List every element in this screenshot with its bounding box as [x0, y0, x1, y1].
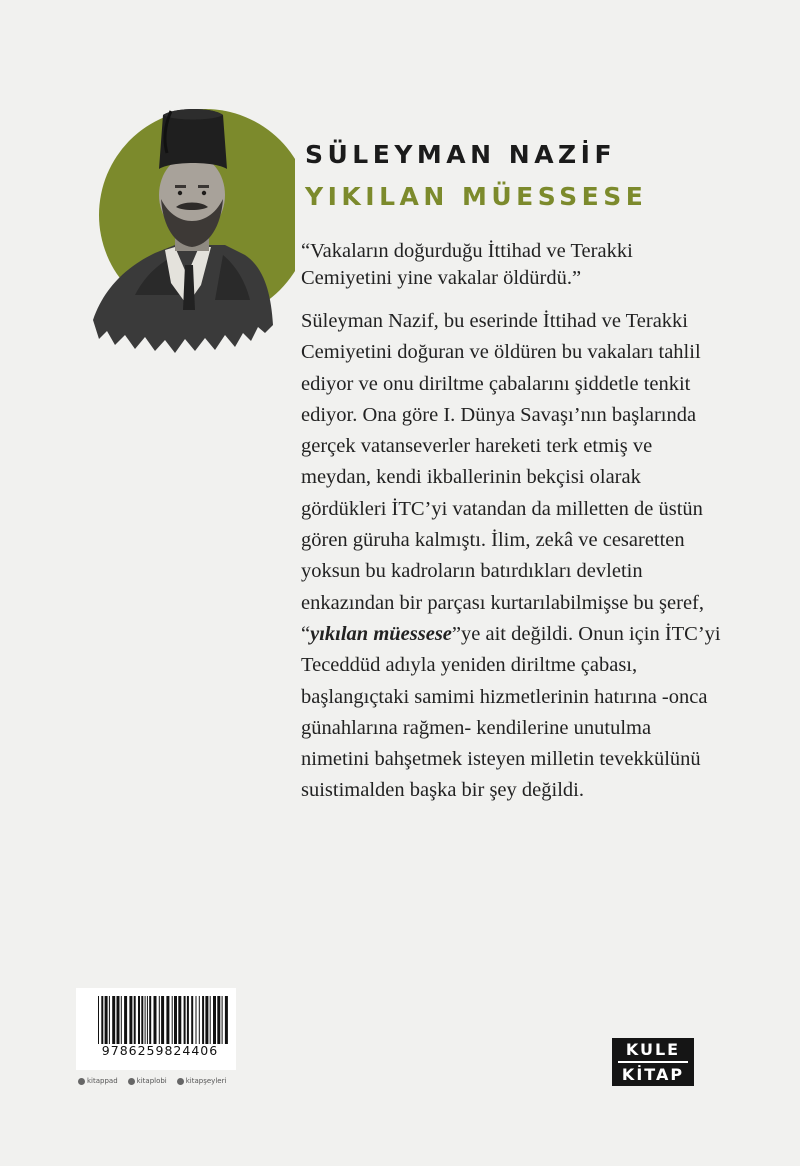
blurb-text-end: ”ye ait değildi. Onun için İTC’yi Teceddüd adıyla yeniden diriltme çabası, başlangıçtaki samimi hizmetlerinin hatırına -onca günahlarına rağmen- kendilerine unutulma nimetini bahşetmek isteyen milletin tevekkülünü suistimalden başka bir şey değildi.: [301, 622, 721, 802]
barcode-bar: [184, 996, 186, 1044]
barcode-bar: [124, 996, 127, 1044]
publisher-logo-divider: [618, 1061, 688, 1063]
kitappad-logo-icon: [78, 1078, 85, 1085]
barcode-bar: [174, 996, 177, 1044]
barcode-bar: [202, 996, 204, 1044]
barcode-bar: [199, 996, 200, 1044]
barcode-bar: [134, 996, 136, 1044]
barcode-bar: [129, 996, 132, 1044]
store-logo-kitapseyleri: kitapşeyleri: [177, 1074, 227, 1088]
barcode-bar: [112, 996, 115, 1044]
store-logo-kitaplobi: kitaplobi: [128, 1074, 167, 1088]
barcode-bar: [161, 996, 164, 1044]
barcode-bar: [210, 996, 211, 1044]
barcode-bar: [105, 996, 108, 1044]
blurb-text-start: Süleyman Nazif, bu eserinde İttihad ve Terakki Cemiyetini doğuran ve öldüren bu vakaları tahlil ediyor ve onu diriltme çabalarını şiddetle tenkit ediyor. Ona göre I. Dünya Savaşı’nın başlarında gerçek vatanseverler hareketi terk etmiş ve meydan, kendi ikballerinin bekçisi olarak gördükleri İTC’yi vatandan da milletten de üstün gören güruha kalmıştı. İlim, zekâ ve cesaretten yoksun bu kadroların batırdıkları devletin enkazından bir parçası kurtarılabilmişse bu şeref, “: [301, 310, 705, 645]
barcode-bar: [178, 996, 181, 1044]
barcode-bar: [121, 996, 122, 1044]
barcode-bar: [196, 996, 197, 1044]
barcode-bar: [147, 996, 148, 1044]
barcode-bar: [213, 996, 216, 1044]
store-logos: [78, 1074, 248, 1088]
barcode-bar: [205, 996, 208, 1044]
publisher-name-line1: KULE: [625, 1040, 681, 1059]
barcode-bar: [191, 996, 193, 1044]
barcode-bar: [138, 996, 140, 1044]
publisher-logo: [612, 1038, 694, 1086]
kitapseyleri-logo-icon: [177, 1078, 184, 1085]
barcode-bar: [154, 996, 157, 1044]
author-portrait: [75, 95, 295, 365]
barcode-bar: [149, 996, 151, 1044]
kitaplobi-logo-icon: [128, 1078, 135, 1085]
barcode-bar: [145, 996, 146, 1044]
isbn-barcode: [76, 988, 236, 1070]
epigraph-quote: “Vakaların doğurduğu İttihad ve Terakki Cemiyetini yine vakalar öldürdü.”: [301, 240, 633, 289]
barcode-bar: [159, 996, 160, 1044]
isbn-number: 9786259824406: [101, 1043, 219, 1058]
barcode-bar: [187, 996, 189, 1044]
barcode-bar: [172, 996, 173, 1044]
blurb-paragraph: [301, 306, 721, 807]
blurb-emphasis: yıkılan müessese: [310, 622, 452, 645]
barcode-bars: [98, 996, 228, 1044]
barcode-bar: [101, 996, 103, 1044]
barcode-bar: [225, 996, 228, 1044]
book-title: YIKILAN MÜESSESE: [305, 182, 648, 211]
barcode-bar: [109, 996, 110, 1044]
barcode-bar: [217, 996, 220, 1044]
publisher-name-line2: KİTAP: [621, 1065, 685, 1084]
barcode-bar: [166, 996, 169, 1044]
barcode-bar: [117, 996, 120, 1044]
barcode-bar: [98, 996, 99, 1044]
barcode-bar: [141, 996, 143, 1044]
author-name: SÜLEYMAN NAZİF: [305, 140, 617, 169]
barcode-bar: [222, 996, 223, 1044]
store-logo-kitappad: kitappad: [78, 1074, 118, 1088]
